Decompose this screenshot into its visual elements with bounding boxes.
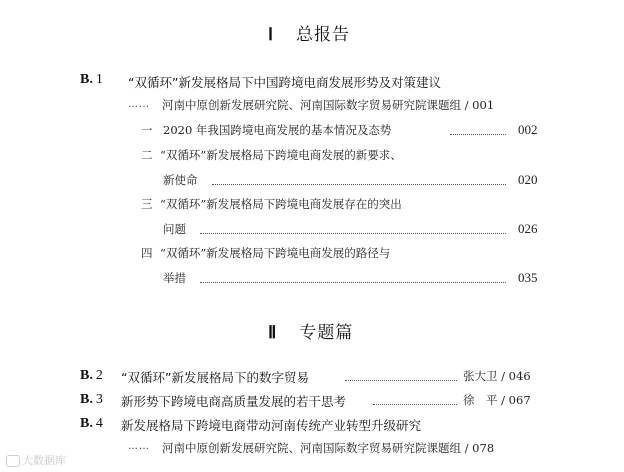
leader-dots: ……	[128, 99, 150, 110]
leader-dots	[450, 134, 506, 135]
entry-number-b1: B. 1	[80, 72, 103, 87]
database-icon	[6, 455, 20, 467]
sub-title[interactable]: “双循环”新发展格局下跨境电商发展的新要求、	[160, 148, 402, 162]
watermark: 大数据库	[6, 452, 66, 468]
entry-title-b3[interactable]: 新形势下跨境电商高质量发展的若干思考	[121, 394, 347, 409]
leader-dots	[373, 404, 457, 405]
section-title: 专题篇	[299, 323, 354, 343]
sub-title-cont: 问题	[163, 222, 186, 236]
leader-dots	[200, 282, 506, 283]
sub-numeral: 一	[141, 123, 153, 137]
leader-dots	[212, 184, 506, 185]
leader-dots	[200, 233, 506, 234]
sub-title-cont: 举措	[163, 271, 186, 285]
sub-title[interactable]: “双循环”新发展格局下跨境电商发展的路径与	[160, 246, 391, 260]
section-heading-1	[268, 20, 350, 45]
leader-dots: ……	[128, 441, 150, 452]
entry-number-b3: B. 3	[80, 392, 103, 407]
section-heading-2	[268, 318, 353, 343]
entry-author-b2: 张大卫 / 046	[463, 369, 531, 383]
entry-author-b1: 河南中原创新发展研究院、河南国际数字贸易研究院课题组 / 001	[162, 98, 495, 112]
entry-author-b4: 河南中原创新发展研究院、河南国际数字贸易研究院课题组 / 078	[162, 441, 495, 455]
page-number: 020	[518, 172, 538, 187]
sub-title[interactable]: “双循环”新发展格局下跨境电商发展存在的突出	[160, 197, 402, 211]
entry-title-b2[interactable]: “双循环”新发展格局下的数字贸易	[121, 370, 309, 385]
section-title: 总报告	[296, 25, 351, 45]
entry-author-b3: 徐 平 / 067	[463, 393, 531, 407]
sub-title[interactable]: 2020 年我国跨境电商发展的基本情况及态势	[163, 123, 392, 137]
leader-dots	[345, 380, 457, 381]
page-number: 002	[518, 122, 538, 137]
page-number: 035	[518, 270, 538, 285]
entry-title-b4[interactable]: 新发展格局下跨境电商带动河南传统产业转型升级研究	[121, 418, 422, 433]
sub-numeral: 三	[141, 197, 153, 211]
sub-numeral: 二	[141, 148, 153, 162]
entry-number-b2: B. 2	[80, 368, 103, 383]
page-number: 026	[518, 221, 538, 236]
entry-title-b1[interactable]: “双循环”新发展格局下中国跨境电商发展形势及对策建议	[128, 75, 441, 90]
section-numeral: Ⅰ	[268, 25, 275, 44]
sub-title-cont: 新使命	[163, 173, 198, 187]
section-numeral: Ⅱ	[268, 323, 278, 342]
entry-number-b4: B. 4	[80, 416, 103, 431]
sub-numeral: 四	[141, 246, 153, 260]
